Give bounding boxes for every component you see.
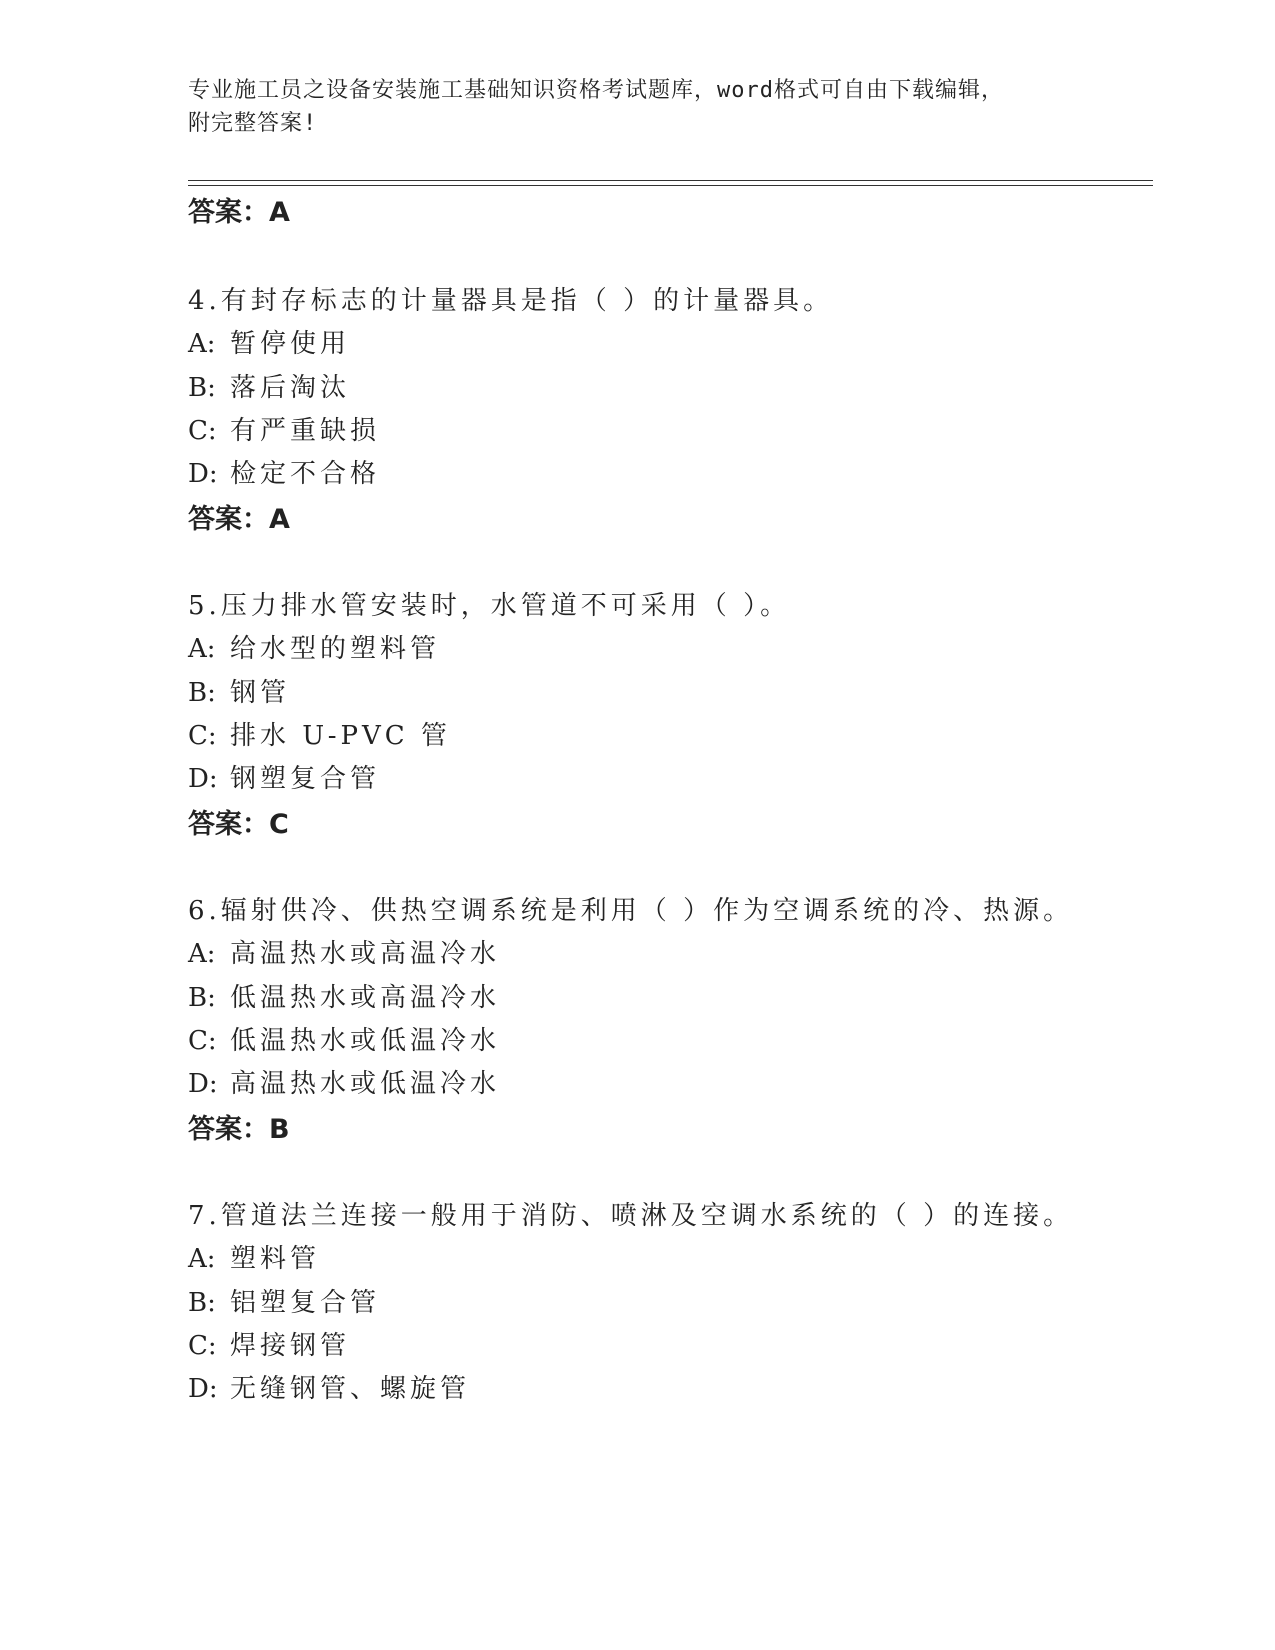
option-text: 钢塑复合管 [230, 764, 381, 794]
question-4-option-c [188, 410, 380, 447]
option-letter: C: [188, 721, 217, 751]
question-6-option-a [188, 933, 500, 970]
document-header [188, 74, 1088, 140]
question-5-option-c [188, 715, 451, 752]
option-letter: B: [188, 678, 216, 708]
option-letter: A: [188, 329, 216, 359]
option-text: 暂停使用 [230, 329, 351, 359]
question-4-answer: 答案：A [188, 504, 290, 535]
question-5-answer: 答案：C [188, 809, 289, 840]
question-6-option-c [188, 1020, 500, 1057]
question-4-option-d [188, 453, 380, 490]
option-text: 高温热水或低温冷水 [230, 1069, 501, 1099]
option-letter: B: [188, 373, 216, 403]
option-text: 低温热水或低温冷水 [230, 1026, 501, 1056]
question-7-option-c [188, 1325, 350, 1362]
option-text: 低温热水或高温冷水 [230, 983, 501, 1013]
option-text: 有严重缺损 [230, 416, 381, 446]
option-text: 铝塑复合管 [230, 1288, 381, 1318]
question-6-option-d [188, 1063, 500, 1100]
header-divider-top [188, 180, 1153, 181]
question-6-answer: 答案：B [188, 1114, 290, 1145]
header-line-1: 专业施工员之设备安装施工基础知识资格考试题库，word格式可自由下载编辑， [188, 78, 1004, 103]
question-6-text: 6.辐射供冷、供热空调系统是利用（ ）作为空调系统的冷、热源。 [188, 896, 1074, 926]
question-5-text: 5.压力排水管安装时，水管道不可采用（ ）。 [188, 591, 791, 621]
option-text: 落后淘汰 [230, 373, 351, 403]
question-7-text: 7.管道法兰连接一般用于消防、喷淋及空调水系统的（ ）的连接。 [188, 1201, 1074, 1231]
option-text: 无缝钢管、螺旋管 [230, 1374, 471, 1404]
option-letter: C: [188, 1026, 217, 1056]
question-7-option-a [188, 1238, 320, 1275]
option-letter: A: [188, 939, 216, 969]
option-text: 塑料管 [230, 1244, 321, 1274]
option-text: 给水型的塑料管 [230, 634, 441, 664]
option-letter: A: [188, 1244, 216, 1274]
option-letter: B: [188, 1288, 216, 1318]
option-text: 钢管 [230, 678, 291, 708]
answer-previous: 答案：A [188, 197, 290, 228]
header-line-2: 附完整答案! [188, 111, 318, 136]
question-4-option-a [188, 323, 350, 360]
question-4-option-b [188, 367, 350, 404]
option-text: 排水 U-PVC 管 [230, 721, 451, 751]
option-letter: C: [188, 416, 217, 446]
question-7-option-d [188, 1368, 470, 1405]
option-letter: D: [188, 764, 218, 794]
header-divider-bottom [188, 185, 1153, 186]
question-4-text: 4.有封存标志的计量器具是指（ ）的计量器具。 [188, 286, 834, 316]
question-7-option-b [188, 1282, 380, 1319]
option-letter: A: [188, 634, 216, 664]
option-text: 高温热水或高温冷水 [230, 939, 501, 969]
option-text: 检定不合格 [230, 459, 381, 489]
option-letter: C: [188, 1331, 217, 1361]
option-letter: B: [188, 983, 216, 1013]
option-letter: D: [188, 1374, 218, 1404]
option-letter: D: [188, 459, 218, 489]
question-5-option-a [188, 628, 440, 665]
question-5-option-b [188, 672, 290, 709]
option-letter: D: [188, 1069, 218, 1099]
question-5-option-d [188, 758, 380, 795]
question-6-option-b [188, 977, 500, 1014]
option-text: 焊接钢管 [230, 1331, 351, 1361]
